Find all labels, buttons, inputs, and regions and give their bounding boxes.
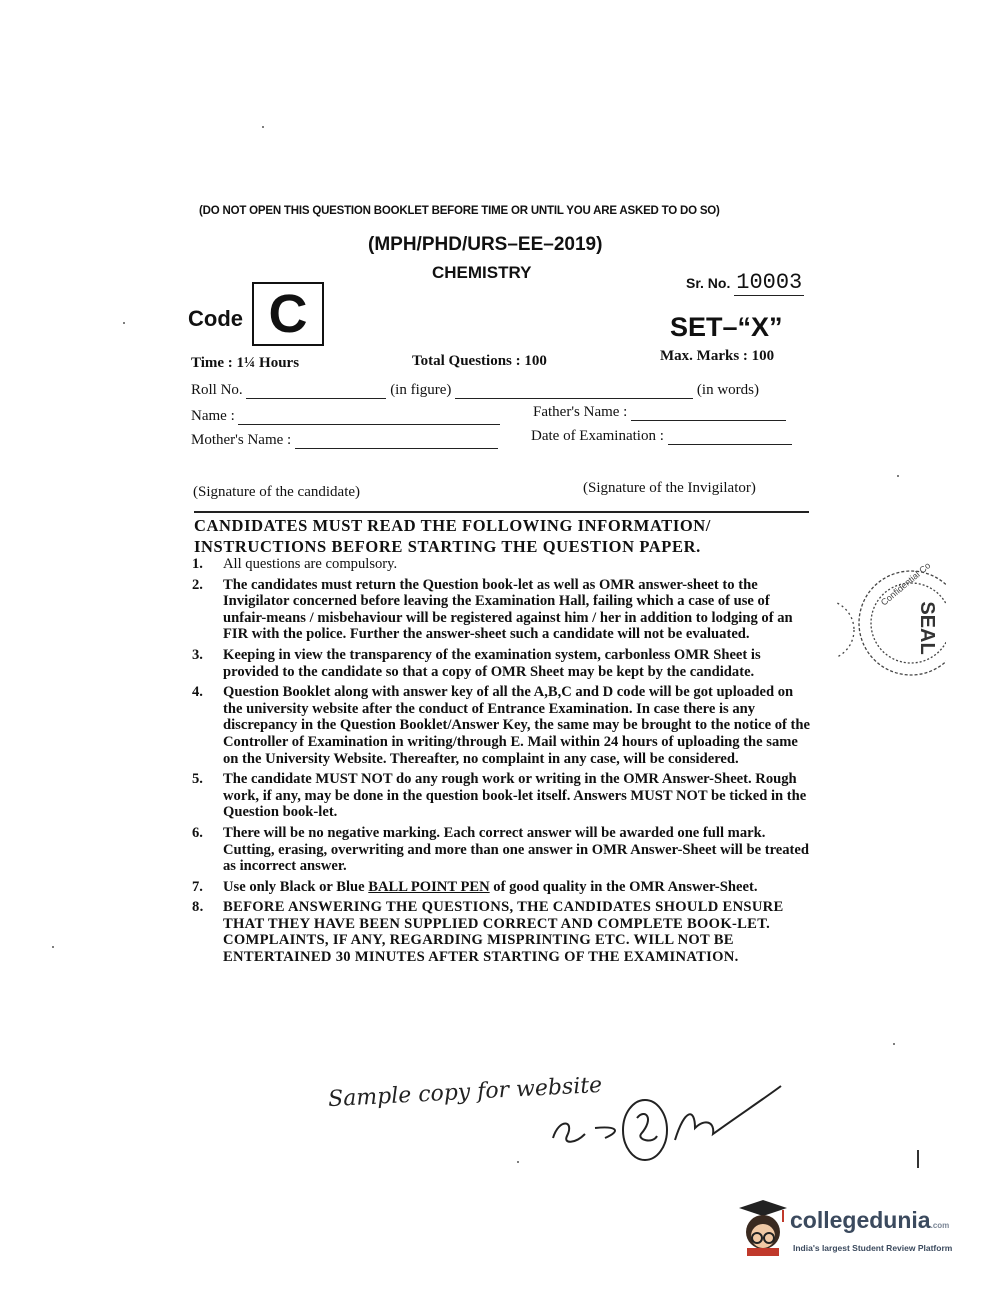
instruction-item: 5. The candidate MUST NOT do any rough work or writing in the OMR Answer-Sheet. Rough work, if any, may be done in the question book-let itself. Answers MUST NOT be ticked in the Question book-let. — [192, 771, 807, 821]
instruction-item: 6. There will be no negative marking. Each correct answer will be awarded one full mark. Cutting, erasing, overwriting and more than one answer in OMR Answer-Sheet will be treated as incorrect answer. — [192, 824, 810, 875]
collegedunia-mascot-logo — [733, 1198, 789, 1256]
max-marks: Max. Marks : 100 — [660, 348, 775, 364]
subject-title: CHEMISTRY — [432, 263, 532, 282]
time-info: Time : 1¼ Hours — [191, 355, 300, 371]
father-name-field — [533, 404, 786, 421]
scan-speck — [123, 322, 125, 324]
serial-number — [686, 270, 804, 295]
set-label: SET–“X” — [670, 312, 783, 342]
instruction-item: 3. Keeping in view the transparency of the examination system, carbonless OMR Sheet is provided to the candidate so that a copy of OMR Sheet may be kept by the candidate. — [192, 646, 761, 680]
svg-text:SEAL: SEAL — [916, 601, 938, 655]
instructions-heading: CANDIDATES MUST READ THE FOLLOWING INFORMATION/ INSTRUCTIONS BEFORE STARTING THE QUESTION PAPER. — [194, 511, 809, 557]
date-of-exam-field — [531, 428, 792, 445]
father-name-label: Father's Name : — [533, 404, 628, 420]
date-of-exam-line[interactable] — [668, 444, 792, 445]
mother-name-label: Mother's Name : — [191, 432, 292, 448]
ball-point-pen-emphasis: BALL POINT PEN — [368, 878, 490, 895]
handwritten-note: Sample copy for website — [327, 1072, 603, 1113]
father-name-line[interactable] — [631, 420, 786, 421]
scan-speck — [897, 475, 899, 477]
exam-code: (MPH/PHD/URS–EE–2019) — [368, 234, 603, 255]
mother-name-line[interactable] — [295, 448, 498, 449]
roll-no-label: Roll No. — [191, 382, 243, 398]
booklet-warning: (DO NOT OPEN THIS QUESTION BOOKLET BEFORE TIME OR UNTIL YOU ARE ASKED TO DO SO) — [199, 205, 720, 217]
instruction-item: 2. The candidates must return the Question book-let as well as OMR answer-sheet to the Invigilator concerned before leaving the Examination Hall, failing which a case of use of unfair-means / misbehaviour will be registered against him / her in addition to lodging of an FIR with the police. Further the answer-sheet such a candidate will not be evaluated. — [192, 576, 793, 643]
instruction-item: 1. All questions are compulsory. — [192, 556, 398, 572]
in-figure-label: (in figure) — [390, 382, 452, 398]
scan-speck — [52, 946, 54, 948]
roll-no-field — [191, 382, 759, 399]
name-field — [191, 408, 500, 425]
instruction-item: 8. BEFORE ANSWERING THE QUESTIONS, THE CANDIDATES SHOULD ENSURE THAT THEY HAVE BEEN SUPPLIED CORRECT AND COMPLETE BOOK-LET. COMPLAINTS, IF ANY, REGARDING MISPRINTING ETC. WILL NOT BE ENTERTAINED 30 MINUTES AFTER STARTING OF THE EXAMINATION. — [192, 899, 784, 966]
scan-speck — [893, 1043, 895, 1045]
mother-name-field — [191, 432, 498, 449]
candidate-signature-label: (Signature of the candidate) — [193, 484, 361, 500]
signature-scribble — [545, 1078, 785, 1168]
scan-speck — [517, 1161, 519, 1163]
date-of-exam-label: Date of Examination : — [531, 428, 664, 444]
roll-no-words-line[interactable] — [455, 398, 693, 399]
scan-speck — [262, 126, 264, 128]
confidential-seal-stamp — [836, 548, 946, 698]
watermark-tagline: India's largest Student Review Platform — [793, 1243, 953, 1253]
instruction-item: 7. Use only Black or Blue BALL POINT PEN of good quality in the OMR Answer-Sheet. — [192, 878, 758, 895]
name-label: Name : — [191, 408, 235, 424]
code-label: Code — [188, 306, 243, 331]
in-words-label: (in words) — [696, 382, 759, 398]
scan-mark — [917, 1150, 919, 1168]
invigilator-signature-label: (Signature of the Invigilator) — [583, 480, 756, 496]
instruction-item: 4. Question Booklet along with answer key of all the A,B,C and D code will be got uploaded on the university website after the conduct of Entrance Examination. In case there is any discrepancy in the Question Booklet/Answer Key, the same may be brought to the notice of the Controller of Examination in writing/through E. Mail within 24 hours of uploading the same on the University Website. Thereafter, no complaint in any case, will be considered. — [192, 684, 810, 767]
name-line[interactable] — [238, 424, 500, 425]
serial-number-value: 10003 — [736, 270, 803, 295]
code-box: C — [252, 282, 324, 346]
roll-no-figure-line[interactable] — [246, 398, 386, 399]
svg-text:Confidential Co: Confidential Co — [878, 560, 933, 608]
serial-number-label: Sr. No. — [686, 275, 731, 291]
instructions-list — [190, 556, 810, 970]
watermark-brand: collegedunia.com — [790, 1207, 950, 1233]
total-questions: Total Questions : 100 — [412, 353, 547, 369]
